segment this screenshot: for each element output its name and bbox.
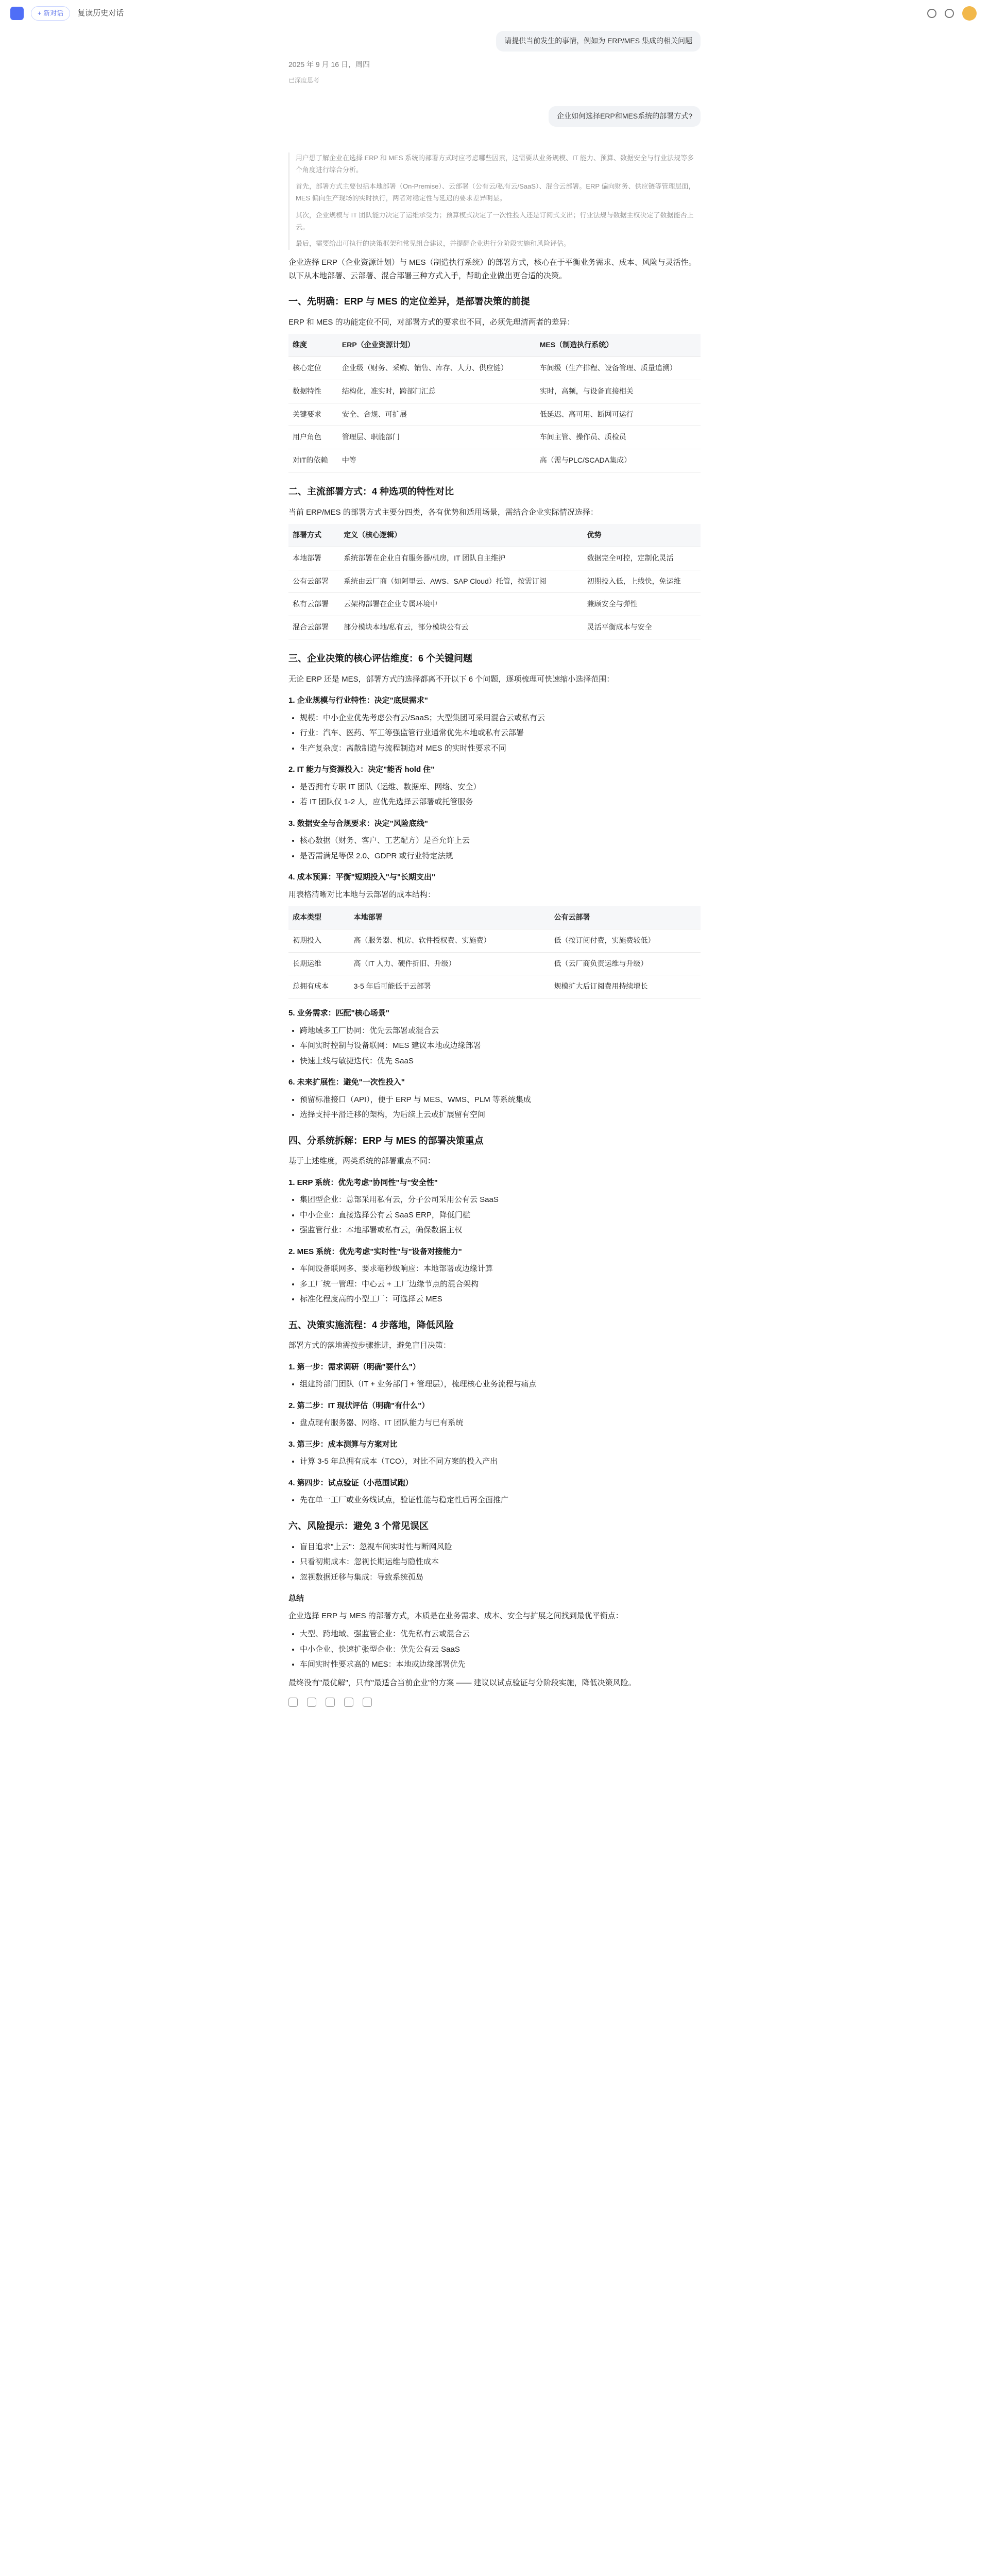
table-row: 总拥有成本 3-5 年后可能低于云部署 规模扩大后订阅费用持续增长 bbox=[288, 975, 701, 998]
thinking-paragraph: 最后，需要给出可执行的决策框架和常见组合建议，并提醒企业进行分阶段实施和风险评估。 bbox=[296, 240, 571, 248]
table-header: 成本类型 bbox=[288, 906, 350, 929]
sub-heading: 2. MES 系统：优先考虑"实时性"与"设备对接能力" bbox=[288, 1247, 462, 1256]
list-item: • 强监管行业：本地部署或私有云，确保数据主权 bbox=[300, 1224, 701, 1237]
thinking-paragraph: 用户想了解企业在选择 ERP 和 MES 系统的部署方式时应考虑哪些因素，这需要从业务规模、IT 能力、预算、数据安全与行业法规等多个角度进行综合分析。 bbox=[296, 154, 694, 174]
question-heading: 3. 数据安全与合规要求：决定"风险底线" bbox=[288, 819, 428, 828]
summary-text: 企业选择 ERP 与 MES 的部署方式，本质是在业务需求、成本、安全与扩展之间找到最优平衡点： bbox=[288, 1611, 623, 1620]
question-heading: 2. IT 能力与资源投入：决定"能否 hold 住" bbox=[288, 765, 435, 774]
question-heading: 6. 未来扩展性：避免"一次性投入" bbox=[288, 1078, 405, 1087]
list-item: • 快速上线与敏捷迭代：优先 SaaS bbox=[300, 1055, 701, 1068]
list-item: • 核心数据（财务、客户、工艺配方）是否允许上云 bbox=[300, 834, 701, 848]
table-header: 优势 bbox=[583, 524, 701, 547]
thinking-paragraph: 其次，企业规模与 IT 团队能力决定了运维承受力；预算模式决定了一次性投入还是订阅式支出；行业法规与数据主权决定了数据能否上云。 bbox=[296, 211, 694, 231]
table-header: 部署方式 bbox=[288, 524, 339, 547]
thinking-paragraph: 首先，部署方式主要包括本地部署（On-Premise）、云部署（公有云/私有云/SaaS）、混合云部署。ERP 偏向财务、供应链等管理层面，MES 偏向生产现场的实时执行，两者对稳定性与延迟的要求差异明显。 bbox=[296, 182, 695, 202]
list-item: • 盘点现有服务器、网络、IT 团队能力与已有系统 bbox=[300, 1416, 701, 1430]
user-message: 企业如何选择ERP和MES系统的部署方式? bbox=[549, 106, 701, 127]
new-chat-button[interactable]: + 新对话 bbox=[31, 6, 70, 21]
list-item: • 车间实时性要求高的 MES：本地或边缘部署优先 bbox=[300, 1658, 701, 1671]
table-row: 数据特性 结构化，准实时，跨部门汇总 实时，高频，与设备直接相关 bbox=[288, 380, 701, 403]
list-item: • 规模：中小企业优先考虑公有云/SaaS；大型集团可采用混合云或私有云 bbox=[300, 711, 701, 725]
list-item: • 车间设备联网多、要求毫秒级响应：本地部署或边缘计算 bbox=[300, 1262, 701, 1276]
table-header: 定义（核心逻辑） bbox=[339, 524, 583, 547]
list-item: • 车间实时控制与设备联网：MES 建议本地或边缘部署 bbox=[300, 1039, 701, 1053]
list-item: • 预留标准接口（API），便于 ERP 与 MES、WMS、PLM 等系统集成 bbox=[300, 1093, 701, 1107]
list-item: • 组建跨部门团队（IT + 业务部门 + 管理层），梳理核心业务流程与痛点 bbox=[300, 1378, 701, 1391]
copy-icon[interactable] bbox=[288, 1698, 298, 1707]
table-header: 本地部署 bbox=[350, 906, 550, 929]
section-intro: 基于上述维度，两类系统的部署重点不同： bbox=[288, 1157, 436, 1166]
question-heading: 4. 成本预算：平衡"短期投入"与"长期支出" bbox=[288, 873, 436, 882]
top-bar bbox=[0, 0, 989, 27]
step-heading: 3. 第三步：成本测算与方案对比 bbox=[288, 1439, 398, 1449]
conversation-title: 复读历史对话 bbox=[77, 9, 124, 18]
table-row: 私有云部署 云架构部署在企业专属环境中 兼顾安全与弹性 bbox=[288, 593, 701, 616]
list-item: • 选择支持平滑迁移的架构，为后续上云或扩展留有空间 bbox=[300, 1108, 701, 1122]
list-item: • 标准化程度高的小型工厂：可选择云 MES bbox=[300, 1293, 701, 1306]
date-label: 2025 年 9 月 16 日，周四 bbox=[288, 60, 370, 69]
list-item: • 大型、跨地域、强监管企业：优先私有云或混合云 bbox=[300, 1628, 701, 1641]
regenerate-icon[interactable] bbox=[307, 1698, 316, 1707]
table-header: 公有云部署 bbox=[550, 906, 701, 929]
list-item: • 是否需满足等保 2.0、GDPR 或行业特定法规 bbox=[300, 850, 701, 863]
list-item: • 中小企业：直接选择公有云 SaaS ERP，降低门槛 bbox=[300, 1209, 701, 1222]
list-item: • 跨地域多工厂协同：优先云部署或混合云 bbox=[300, 1024, 701, 1038]
section-title: 一、先明确：ERP 与 MES 的定位差异，是部署决策的前提 bbox=[288, 296, 530, 307]
table-header: ERP（企业资源计划） bbox=[338, 334, 536, 357]
summary-heading: 总结 bbox=[288, 1594, 304, 1603]
thumbs-up-icon[interactable] bbox=[326, 1698, 335, 1707]
thinking-toggle[interactable]: 已深度思考 bbox=[288, 76, 320, 84]
list-item: • 盲目追求"上云"：忽视车间实时性与断网风险 bbox=[300, 1540, 701, 1554]
settings-icon[interactable] bbox=[945, 9, 954, 18]
list-item: • 集团型企业：总部采用私有云，分子公司采用公有云 SaaS bbox=[300, 1193, 701, 1207]
section-title: 二、主流部署方式：4 种选项的特性对比 bbox=[288, 486, 454, 497]
list-item: • 中小企业、快速扩张型企业：优先公有云 SaaS bbox=[300, 1643, 701, 1656]
app-logo bbox=[10, 7, 24, 20]
section-intro: 部署方式的落地需按步骤推进，避免盲目决策： bbox=[288, 1341, 451, 1350]
deployment-table bbox=[288, 524, 701, 639]
table-row: 用户角色 管理层、职能部门 车间主管、操作员、质检员 bbox=[288, 426, 701, 449]
table-row: 长期运维 高（IT 人力、硬件折旧、升级） 低（云厂商负责运维与升级） bbox=[288, 952, 701, 975]
table-row: 核心定位 企业级（财务、采购、销售、库存、人力、供应链） 车间级（生产排程、设备管理、质量追溯） bbox=[288, 357, 701, 380]
step-heading: 1. 第一步：需求调研（明确"要什么"） bbox=[288, 1362, 420, 1371]
share-icon[interactable] bbox=[363, 1698, 372, 1707]
step-heading: 2. 第二步：IT 现状评估（明确"有什么"） bbox=[288, 1401, 430, 1410]
table-header: 维度 bbox=[288, 334, 338, 357]
list-item: • 多工厂统一管理：中心云 + 工厂边缘节点的混合架构 bbox=[300, 1278, 701, 1291]
sub-heading: 1. ERP 系统：优先考虑"协同性"与"安全性" bbox=[288, 1178, 438, 1187]
share-icon[interactable] bbox=[927, 9, 936, 18]
question-heading: 1. 企业规模与行业特性：决定"底层需求" bbox=[288, 696, 428, 705]
table-row: 初期投入 高（服务器、机房、软件授权费、实施费） 低（按订阅付费，实施费较低） bbox=[288, 929, 701, 952]
section-title: 六、风险提示：避免 3 个常见误区 bbox=[288, 1520, 429, 1531]
table-row: 对IT的依赖 中等 高（需与PLC/SCADA集成） bbox=[288, 449, 701, 472]
section-intro: 当前 ERP/MES 的部署方式主要分四类，各有优势和适用场景，需结合企业实际情况选择： bbox=[288, 507, 598, 517]
list-item: • 计算 3-5 年总拥有成本（TCO），对比不同方案的投入产出 bbox=[300, 1455, 701, 1468]
list-item: • 只看初期成本：忽视长期运维与隐性成本 bbox=[300, 1555, 701, 1569]
table-row: 公有云部署 系统由云厂商（如阿里云、AWS、SAP Cloud）托管，按需订阅 初期投入低，上线快，免运维 bbox=[288, 570, 701, 593]
user-message: 请提供当前发生的事情，例如为 ERP/MES 集成的相关问题 bbox=[496, 31, 701, 52]
question-heading: 5. 业务需求：匹配"核心场景" bbox=[288, 1009, 389, 1018]
table-row: 关键要求 安全、合规、可扩展 低延迟、高可用、断网可运行 bbox=[288, 403, 701, 426]
table-row: 本地部署 系统部署在企业自有服务器/机房，IT 团队自主维护 数据完全可控，定制化灵活 bbox=[288, 547, 701, 570]
answer-intro: 企业选择 ERP（企业资源计划）与 MES（制造执行系统）的部署方式，核心在于平衡业务需求、成本、风险与灵活性。以下从本地部署、云部署、混合部署三种方式入手，帮助企业做出更合适的决策。 bbox=[288, 258, 696, 280]
list-item: • 生产复杂度：离散制造与流程制造对 MES 的实时性要求不同 bbox=[300, 742, 701, 755]
table-row: 混合云部署 部分模块本地/私有云，部分模块公有云 灵活平衡成本与安全 bbox=[288, 616, 701, 639]
table-header: MES（制造执行系统） bbox=[536, 334, 701, 357]
section-title: 三、企业决策的核心评估维度：6 个关键问题 bbox=[288, 653, 473, 664]
list-item: • 行业：汽车、医药、军工等强监管行业通常优先本地或私有云部署 bbox=[300, 726, 701, 740]
list-item: • 先在单一工厂或业务线试点，验证性能与稳定性后再全面推广 bbox=[300, 1494, 701, 1507]
section-title: 五、决策实施流程：4 步落地，降低风险 bbox=[288, 1319, 454, 1330]
paragraph: 用表格清晰对比本地与云部署的成本结构： bbox=[288, 890, 436, 899]
section-intro: ERP 和 MES 的功能定位不同，对部署方式的要求也不同，必须先理清两者的差异： bbox=[288, 317, 575, 327]
list-item: • 若 IT 团队仅 1-2 人，应优先选择云部署或托管服务 bbox=[300, 795, 701, 809]
avatar[interactable] bbox=[962, 6, 977, 21]
thinking-block bbox=[288, 152, 701, 250]
list-item: • 忽视数据迁移与集成：导致系统孤岛 bbox=[300, 1571, 701, 1584]
section-intro: 无论 ERP 还是 MES，部署方式的选择都离不开以下 6 个问题，逐项梳理可快速缩小选择范围： bbox=[288, 674, 615, 684]
step-heading: 4. 第四步：试点验证（小范围试跑） bbox=[288, 1478, 413, 1487]
section-title: 四、分系统拆解：ERP 与 MES 的部署决策重点 bbox=[288, 1135, 484, 1146]
chat-thread bbox=[288, 31, 701, 1707]
thumbs-down-icon[interactable] bbox=[344, 1698, 353, 1707]
closing-text: 最终没有"最优解"，只有"最适合当前企业"的方案 —— 建议以试点验证与分阶段实施，降低决策风险。 bbox=[288, 1678, 636, 1687]
message-actions bbox=[288, 1698, 701, 1707]
list-item: • 是否拥有专职 IT 团队（运维、数据库、网络、安全） bbox=[300, 781, 701, 794]
positioning-table bbox=[288, 334, 701, 472]
cost-table bbox=[288, 906, 701, 998]
